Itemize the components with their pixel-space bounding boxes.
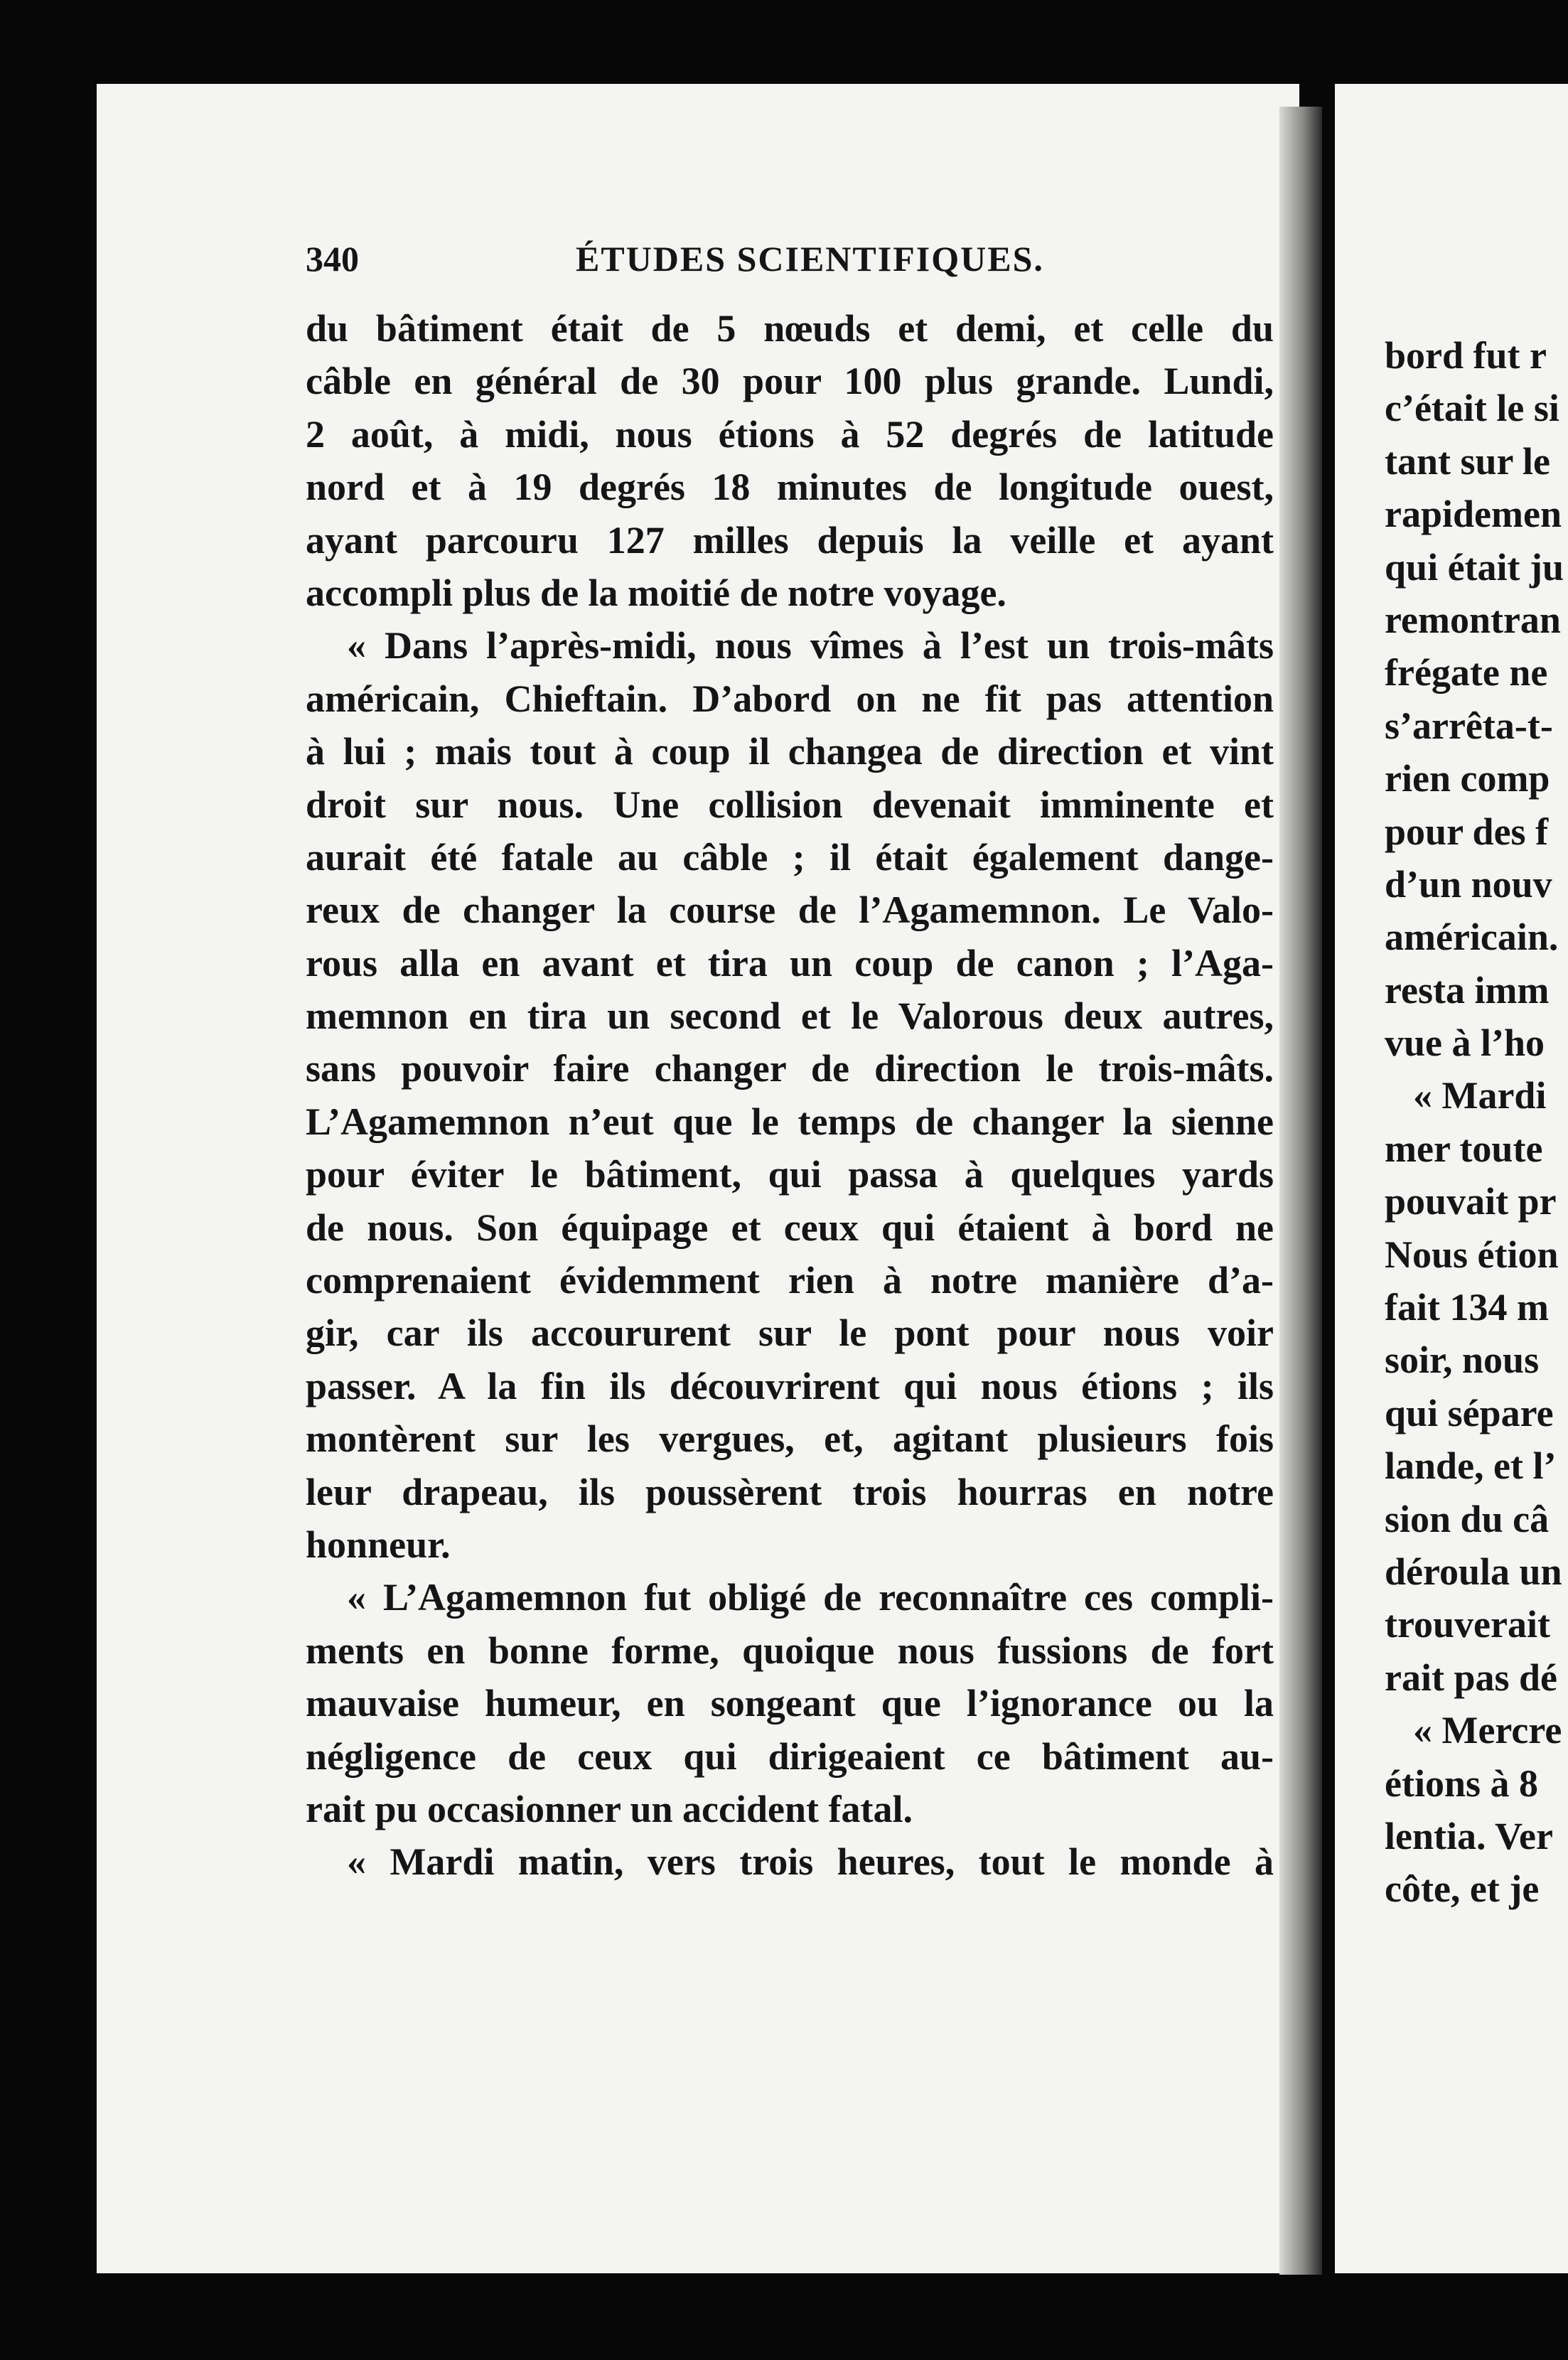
text-line: remontran [1385,598,1561,641]
running-header [306,238,1279,288]
text-line: qui sépare [1385,1391,1554,1434]
text-line: s’arrêta-t- [1385,704,1553,747]
text-line: montèrent sur les vergues, et, agitant plusieurs fois [306,1417,1274,1461]
text-line: passer. A la fin ils découvrirent qui nous étions ; ils [306,1364,1274,1407]
text-line: ayant parcouru 127 milles depuis la veille et ayant [306,518,1274,562]
text-line: reux de changer la course de l’Agamemnon. Le Valo- [306,889,1274,932]
text-line: sion du câ [1385,1497,1550,1540]
text-line: mauvaise humeur, en songeant que l’ignorance ou la [306,1682,1274,1725]
text-line: Nous étion [1385,1233,1559,1276]
text-line: resta imm [1385,968,1550,1012]
text-line: « Mardi matin, vers trois heures, tout le monde à [347,1840,1274,1884]
running-title: ÉTUDES SCIENTIFIQUES. [576,239,1044,279]
text-line: ments en bonne forme, quoique nous fussions de fort [306,1629,1274,1672]
text-line: c’était le si [1385,387,1559,430]
text-line: côte, et je [1385,1867,1540,1911]
text-line: rait pu occasionner un accident fatal. [306,1787,913,1830]
text-line: rous alla en avant et tira un coup de canon ; l’Aga- [306,941,1274,985]
text-line: L’Agamemnon n’eut que le temps de changer la sienne [306,1100,1274,1143]
text-line: comprenaient évidemment rien à notre manière d’a- [306,1259,1274,1302]
text-line: du bâtiment était de 5 nœuds et demi, et celle du [306,307,1274,350]
text-line: câble en général de 30 pour 100 plus grande. Lundi, [306,360,1274,403]
text-line: rait pas dé [1385,1656,1557,1699]
text-line: bord fut r [1385,334,1547,377]
text-line: « Mardi [1413,1074,1547,1117]
text-line: américain. [1385,916,1559,959]
text-line: droit sur nous. Une collision devenait imminente et [306,783,1274,826]
text-line: tant sur le [1385,439,1551,483]
text-line: trouverait [1385,1603,1550,1646]
text-line: nord et à 19 degrés 18 minutes de longitude ouest, [306,466,1274,509]
text-line: frégate ne [1385,651,1548,694]
text-line: soir, nous [1385,1339,1540,1382]
page-number: 340 [306,239,359,279]
text-line: 2 août, à midi, nous étions à 52 degrés de latitude [306,412,1274,456]
text-line: rapidemen [1385,493,1562,536]
text-line: honneur. [306,1523,451,1566]
book-gutter [1279,107,1322,2275]
text-line: gir, car ils accoururent sur le pont pour nous voir [306,1312,1274,1355]
left-page-text [306,302,1274,1889]
text-line: « Dans l’après-midi, nous vîmes à l’est un trois-mâts [347,624,1274,667]
text-line: à lui ; mais tout à coup il changea de direction et vint [306,730,1274,773]
text-line: fait 134 m [1385,1286,1549,1329]
text-line: rien comp [1385,757,1550,800]
text-line: vue à l’ho [1385,1021,1545,1065]
text-line: mer toute [1385,1127,1543,1170]
text-line: qui était ju [1385,545,1564,589]
text-line: « Mercre [1413,1709,1562,1752]
text-line: négligence de ceux qui dirigeaient ce bâtiment au- [306,1734,1274,1778]
right-page-text [1385,329,1568,1916]
text-line: leur drapeau, ils poussèrent trois hourras en notre [306,1470,1274,1513]
text-line: « L’Agamemnon fut obligé de reconnaître ces compli- [347,1576,1274,1619]
text-line: pour des f [1385,810,1549,853]
text-line: sans pouvoir faire changer de direction le trois-mâts. [306,1047,1274,1090]
text-line: memnon en tira un second et le Valorous deux autres, [306,994,1274,1038]
text-line: lande, et l’ [1385,1444,1557,1488]
text-line: américain, Chieftain. D’abord on ne fit pas attention [306,677,1274,720]
text-line: de nous. Son équipage et ceux qui étaient à bord ne [306,1206,1274,1249]
text-line: étions à 8 [1385,1761,1538,1805]
text-line: pouvait pr [1385,1180,1557,1223]
text-line: accompli plus de la moitié de notre voyage. [306,571,1006,614]
text-line: d’un nouv [1385,862,1552,906]
right-page [1335,84,1568,2273]
text-line: pour éviter le bâtiment, qui passa à quelques yards [306,1153,1274,1196]
text-line: déroula un [1385,1550,1562,1593]
text-line: lentia. Ver [1385,1814,1553,1857]
text-line: aurait été fatale au câble ; il était également dange- [306,835,1274,879]
